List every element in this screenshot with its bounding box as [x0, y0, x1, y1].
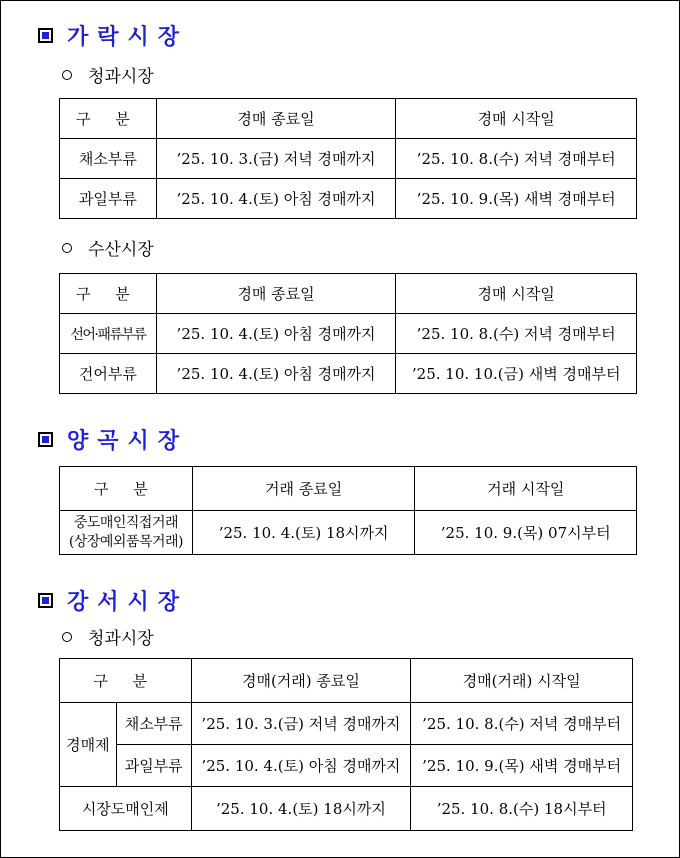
- start-date-cell: ’25. 10. 8.(수) 18시부터: [411, 787, 633, 831]
- start-date-cell: ’25. 10. 8.(수) 저녁 경매부터: [396, 314, 637, 354]
- header-cell: 경매 종료일: [156, 99, 396, 139]
- end-date-cell: ’25. 10. 4.(토) 아침 경매까지: [156, 354, 396, 394]
- section-header-garak: [38, 20, 188, 51]
- section-header-gangseo: [38, 585, 188, 616]
- table-header-row: [60, 659, 633, 703]
- table-garak-produce: [59, 98, 637, 219]
- section-title: 강서시장: [67, 590, 189, 615]
- category-cell: 건어부류: [60, 354, 157, 394]
- start-date-cell: ’25. 10. 8.(수) 저녁 경매부터: [411, 703, 633, 745]
- circle-bullet-icon: [62, 632, 72, 642]
- end-date-cell: ’25. 10. 3.(금) 저녁 경매까지: [156, 139, 396, 179]
- header-cell: 경매 시작일: [396, 99, 637, 139]
- start-date-cell: ’25. 10. 9.(목) 새벽 경매부터: [411, 745, 633, 787]
- section-title: 양곡시장: [67, 429, 189, 454]
- table-row: [60, 314, 637, 354]
- section-header-grain: [38, 424, 188, 455]
- start-date-cell: ’25. 10. 10.(금) 새벽 경매부터: [396, 354, 637, 394]
- table-garak-seafood: [59, 273, 637, 394]
- circle-bullet-icon: [62, 243, 72, 253]
- category-cell: 과일부류: [116, 745, 191, 787]
- subsection-header-garak-produce: [62, 62, 154, 87]
- start-date-cell: ’25. 10. 9.(목) 07시부터: [415, 511, 637, 555]
- header-cell: 경매(거래) 시작일: [411, 659, 633, 703]
- table-row: [60, 354, 637, 394]
- category-cell: 시장도매인제: [60, 787, 192, 831]
- table-header-row: [60, 274, 637, 314]
- table-grain: [59, 466, 637, 555]
- header-cell: 경매 시작일: [396, 274, 637, 314]
- end-date-cell: ’25. 10. 4.(토) 아침 경매까지: [156, 179, 396, 219]
- table-header-row: [60, 467, 637, 511]
- subsection-header-garak-seafood: [62, 235, 154, 260]
- table-row: [60, 787, 633, 831]
- table-header-row: [60, 99, 637, 139]
- header-cell: 구 분: [60, 274, 157, 314]
- start-date-cell: ’25. 10. 9.(목) 새벽 경매부터: [396, 179, 637, 219]
- table-row: [60, 703, 633, 745]
- category-line: (상장예외품목거래): [68, 533, 183, 550]
- header-cell: 구 분: [60, 99, 157, 139]
- header-cell: 경매(거래) 종료일: [191, 659, 411, 703]
- square-bullet-icon: [38, 432, 53, 447]
- end-date-cell: ’25. 10. 4.(토) 18시까지: [192, 511, 415, 555]
- section-title: 가락시장: [67, 25, 189, 50]
- end-date-cell: ’25. 10. 4.(토) 아침 경매까지: [191, 745, 411, 787]
- subsection-title: 청과시장: [88, 629, 154, 649]
- header-cell: 경매 종료일: [156, 274, 396, 314]
- end-date-cell: ’25. 10. 4.(토) 아침 경매까지: [156, 314, 396, 354]
- table-gangseo-produce: [59, 658, 633, 831]
- group-label-cell: 경매제: [60, 703, 117, 787]
- end-date-cell: ’25. 10. 4.(토) 18시까지: [191, 787, 411, 831]
- table-row: [60, 745, 633, 787]
- circle-bullet-icon: [62, 70, 72, 80]
- header-cell: 구 분: [60, 467, 193, 511]
- subsection-title: 수산시장: [88, 240, 154, 260]
- end-date-cell: ’25. 10. 3.(금) 저녁 경매까지: [191, 703, 411, 745]
- header-cell: 거래 종료일: [192, 467, 415, 511]
- category-cell: 채소부류: [60, 139, 157, 179]
- category-cell: 선어·패류부류: [60, 314, 157, 354]
- category-cell: 과일부류: [60, 179, 157, 219]
- subsection-header-gangseo-produce: [62, 624, 154, 649]
- subsection-title: 청과시장: [88, 67, 154, 87]
- header-cell: 구 분: [60, 659, 192, 703]
- category-cell: 채소부류: [116, 703, 191, 745]
- square-bullet-icon: [38, 593, 53, 608]
- category-cell: [60, 511, 193, 555]
- start-date-cell: ’25. 10. 8.(수) 저녁 경매부터: [396, 139, 637, 179]
- table-row: [60, 179, 637, 219]
- square-bullet-icon: [38, 28, 53, 43]
- header-cell: 거래 시작일: [415, 467, 637, 511]
- table-row: [60, 139, 637, 179]
- table-row: [60, 511, 637, 555]
- category-line: 중도매인직접거래: [73, 514, 179, 531]
